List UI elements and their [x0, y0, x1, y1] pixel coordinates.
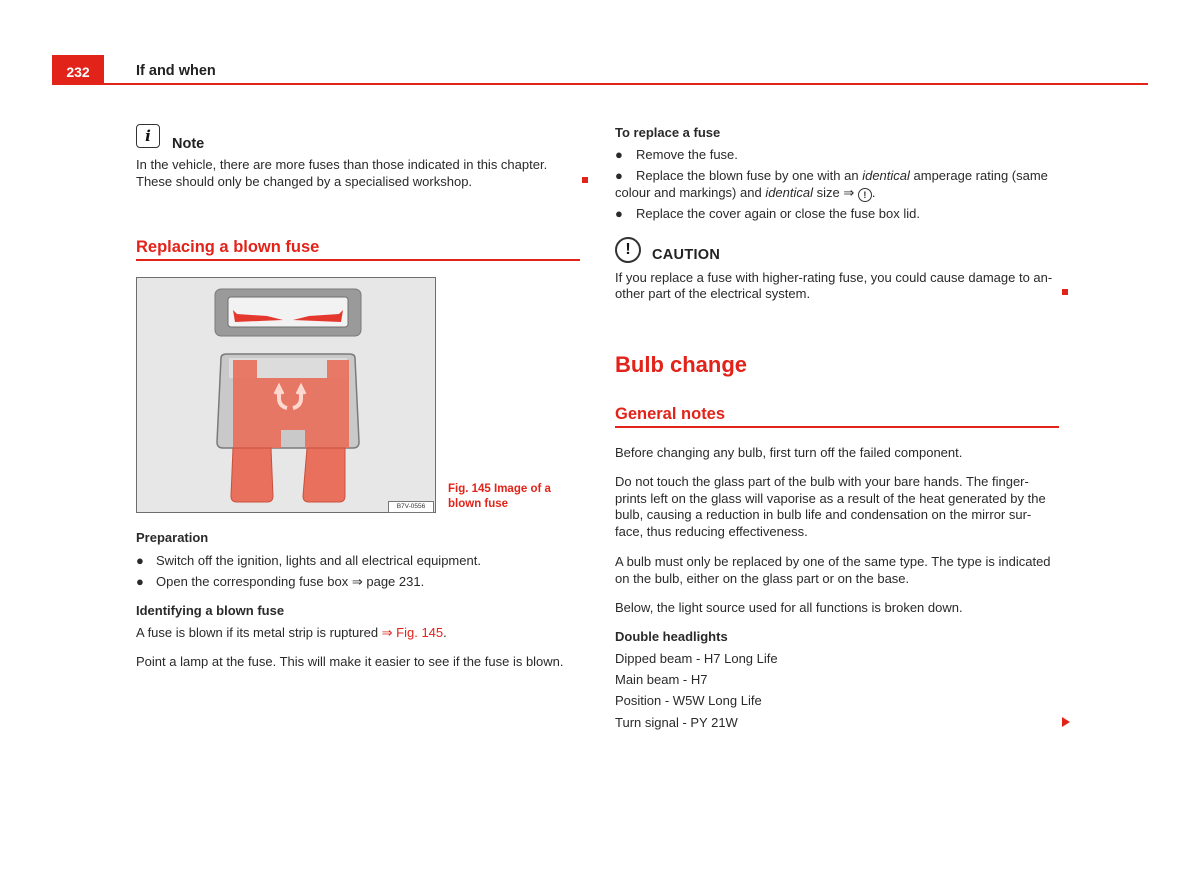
warning-ref-icon[interactable]: ! — [858, 188, 872, 202]
fuse-leg-right — [303, 448, 345, 502]
general-notes-heading: General notes — [615, 405, 726, 423]
continue-arrow-icon — [1062, 717, 1070, 727]
headlight-item: Main beam - H7 — [615, 672, 708, 687]
header-rule — [52, 83, 1148, 85]
general-notes-rule — [615, 426, 1059, 428]
bulb-change-title: Bulb change — [615, 352, 748, 377]
figure-caption-line-1: Fig. 145 Image of a — [448, 483, 551, 495]
prep-item-1: ● Switch off the ignition, lights and all electrical equipment. — [136, 553, 481, 568]
bullet-dot: ● — [136, 553, 144, 568]
headlight-item: Position - W5W Long Life — [615, 693, 762, 708]
fuse-leg-left — [231, 448, 273, 502]
note-line-1: In the vehicle, there are more fuses than those indicated in this chapter. — [136, 157, 548, 172]
prep-item-2: ● Open the corresponding fuse box ⇒ page 231. — [136, 574, 425, 589]
headlight-item: Dipped beam - H7 Long Life — [615, 651, 778, 666]
lamp-text: Point a lamp at the fuse. This will make it easier to see if the fuse is blown. — [136, 654, 564, 669]
figure-code: B7V-0556 — [388, 501, 434, 513]
figure-caption — [448, 482, 568, 511]
note-end-marker — [582, 177, 588, 183]
note-line-2: These should only be changed by a specialised workshop. — [136, 174, 473, 189]
bullet-dot: ● — [615, 147, 623, 162]
to-replace-heading: To replace a fuse — [615, 125, 721, 140]
page-number: 232 — [52, 55, 104, 85]
blown-fuse-figure — [136, 277, 436, 513]
replacing-heading: Replacing a blown fuse — [136, 238, 320, 256]
preparation-heading: Preparation — [136, 530, 209, 545]
bulb-p2: Do not touch the glass part of the bulb with your bare hands. The finger- prints left on the glass will vaporise as a result of the heat generated by the bulb, causing a reduction in bulb life and condensation on the mirror sur- face, thus reducing effectiveness. — [615, 474, 1046, 539]
bulb-p3: A bulb must only be replaced by one of the same type. The type is indicated on the bulb, either on the glass part or on the base. — [615, 554, 1051, 586]
double-headlights-heading: Double headlights — [615, 629, 728, 644]
caution-end-marker — [1062, 289, 1068, 295]
replace-item-3: ● Replace the cover again or close the fuse box lid. — [615, 206, 921, 221]
figure-caption-line-2: blown fuse — [448, 497, 509, 510]
replacing-rule — [136, 259, 580, 261]
bulb-p1: Before changing any bulb, first turn off the failed component. — [615, 445, 963, 460]
fuse-top-window — [228, 297, 348, 327]
caution-line-1: If you replace a fuse with higher-rating fuse, you could cause damage to an- — [615, 270, 1053, 285]
chapter-title: If and when — [136, 63, 216, 79]
caution-icon: ! — [615, 237, 641, 263]
blown-fuse-illustration — [137, 278, 435, 512]
bullet-dot: ● — [136, 574, 144, 589]
bulb-p4: Below, the light source used for all functions is broken down. — [615, 600, 963, 615]
figure-ref-link[interactable]: ⇒ Fig. 145 — [381, 625, 444, 640]
note-title: Note — [172, 136, 205, 152]
identify-heading: Identifying a blown fuse — [136, 603, 285, 618]
bullet-dot: ● — [615, 206, 623, 221]
headlight-item: Turn signal - PY 21W — [615, 715, 738, 730]
replace-item-1: ● Remove the fuse. — [615, 147, 738, 162]
caution-title: CAUTION — [652, 247, 721, 263]
bullet-dot: ● — [615, 168, 623, 183]
identify-text: A fuse is blown if its metal strip is ruptured ⇒ Fig. 145. — [136, 625, 447, 640]
info-icon: i — [136, 124, 160, 148]
replace-item-2: ● Replace the blown fuse by one with an identical amperage rating (same colour and markings) and identical size ⇒ ! . — [615, 168, 1048, 200]
caution-line-2: other part of the electrical system. — [615, 286, 811, 301]
